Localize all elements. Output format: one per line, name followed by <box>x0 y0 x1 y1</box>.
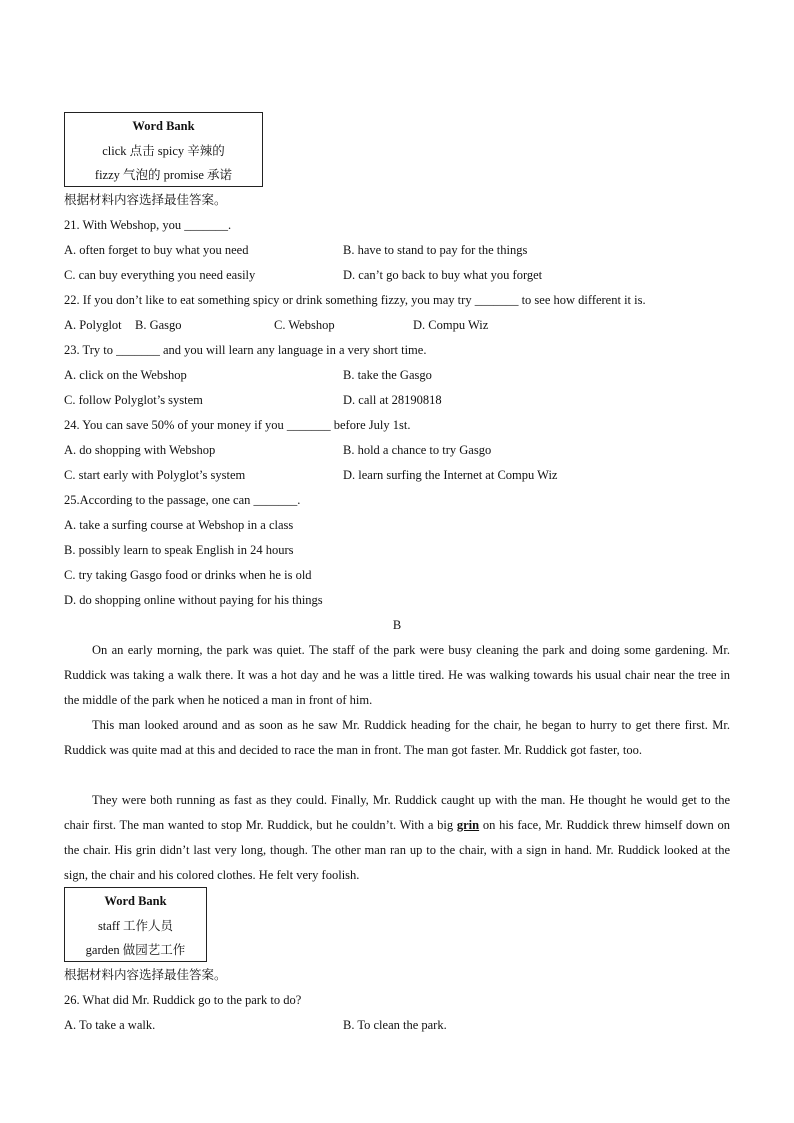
option-24-b: B. hold a chance to try Gasgo <box>343 443 492 457</box>
section-heading: B <box>392 618 402 632</box>
word-bank-line: fizzy 气泡的 promise 承诺 <box>94 168 233 182</box>
question-24-stem: 24. You can save 50% of your money if you _______ before July 1st. <box>64 418 411 432</box>
option-21-c: C. can buy everything you need easily <box>64 268 256 282</box>
option-23-a: A. click on the Webshop <box>64 368 187 382</box>
passage-paragraph-2: This man looked around and as soon as he saw Mr. Ruddick heading for the chair, he began to hurry to get there first. Mr. Ruddick was quite mad at this and decided to race the man in front. The man got faster. Mr. Ruddick got faster, too. <box>64 718 730 757</box>
word-bank-box-1 <box>64 112 263 187</box>
word-bank-box-2 <box>64 887 207 962</box>
instruction: 根据材料内容选择最佳答案。 <box>64 193 227 207</box>
option-25-a: A. take a surfing course at Webshop in a class <box>64 518 294 532</box>
passage-paragraph-1: On an early morning, the park was quiet. The staff of the park were busy cleaning the park and doing some gardening. Mr. Ruddick was taking a walk there. It was a hot day and he was a little tired. He was walking towards his usual chair near the tree in the middle of the park when he noticed a man in front of him. <box>64 643 730 707</box>
option-25-b: B. possibly learn to speak English in 24 hours <box>64 543 294 557</box>
passage-text: on his face, Mr. Ruddick threw himself down on the chair. His grin didn’t last very long, though. The other man ran up to the chair, with a sign in hand. Mr. Ruddick looked at the sign, the chair and his colored clothes. He felt very foolish. <box>64 818 730 882</box>
question-23-stem: 23. Try to _______ and you will learn any language in a very short time. <box>64 343 427 357</box>
instruction: 根据材料内容选择最佳答案。 <box>64 968 227 982</box>
question-22-stem: 22. If you don’t like to eat something spicy or drink something fizzy, you may try _______ to see how different it is. <box>64 293 646 307</box>
option-22-d: D. Compu Wiz <box>413 318 489 332</box>
word-bank-title: Word Bank <box>132 119 195 133</box>
passage-paragraph-3 <box>64 788 730 888</box>
word-bank-line: staff 工作人员 <box>97 918 174 933</box>
option-24-c: C. start early with Polyglot’s system <box>64 468 246 482</box>
option-21-b: B. have to stand to pay for the things <box>343 243 528 257</box>
option-21-d: D. can’t go back to buy what you forget <box>343 268 543 282</box>
highlighted-word: grin <box>456 818 480 832</box>
question-26-stem: 26. What did Mr. Ruddick go to the park to do? <box>64 993 302 1007</box>
word-bank-line: garden 做园艺工作 <box>85 943 186 957</box>
word-bank-line: click 点击 spicy 辛辣的 <box>102 143 225 158</box>
option-22-c: C. Webshop <box>274 318 335 332</box>
option-22-a: A. Polyglot <box>64 318 122 332</box>
option-25-c: C. try taking Gasgo food or drinks when he is old <box>64 568 312 582</box>
option-23-d: D. call at 28190818 <box>343 393 442 407</box>
option-22-b: B. Gasgo <box>135 318 182 332</box>
option-24-d: D. learn surfing the Internet at Compu Wiz <box>343 468 558 482</box>
option-24-a: A. do shopping with Webshop <box>64 443 216 457</box>
option-23-b: B. take the Gasgo <box>343 368 432 382</box>
option-25-d: D. do shopping online without paying for his things <box>64 593 323 607</box>
option-23-c: C. follow Polyglot’s system <box>64 393 203 407</box>
option-26-b: B. To clean the park. <box>343 1018 447 1032</box>
option-26-a: A. To take a walk. <box>64 1018 156 1032</box>
word-bank-title: Word Bank <box>104 894 167 908</box>
question-25-stem: 25.According to the passage, one can _______. <box>64 493 301 507</box>
option-21-a: A. often forget to buy what you need <box>64 243 249 257</box>
question-21-stem: 21. With Webshop, you _______. <box>64 218 232 232</box>
passage-text: They were both running as fast as they could. Finally, Mr. Ruddick caught up with the man. He thought he would get to the chair first. The man wanted to stop Mr. Ruddick, but he couldn’t. With a big <box>64 793 730 832</box>
